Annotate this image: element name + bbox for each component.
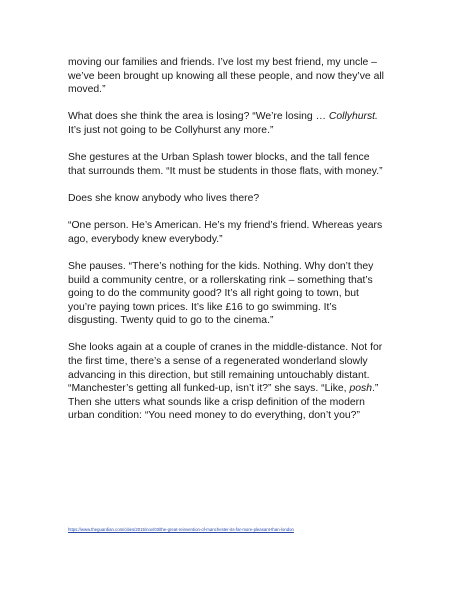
text-run: “Manchester’s getting all funked-up, isn’t it?” she says. “Like, [68, 383, 350, 395]
text-line: going to do the community good? It’s all right going to town, but [68, 288, 359, 300]
text-line [68, 110, 408, 124]
text-line: you’re paying town prices. It’s like £16 to go swimming. It’s [68, 301, 337, 313]
text-line: advancing in this direction, but still remaining untouchably distant. [68, 369, 370, 381]
source-url-link[interactable]: https://www.theguardian.com/cities/2015/nov/03/the-great-reinvention-of-manchester-its-far-more-pleasant-than-london [68, 527, 294, 532]
text-line: that surrounds them. “It must be students in those flats, with money.” [68, 165, 383, 177]
text-line: disgusting. Twenty quid to go to the cinema.” [68, 315, 274, 327]
text-line: we’ve been brought up knowing all these people, and now they’ve all [68, 70, 384, 82]
text-line: She looks again at a couple of cranes in the middle-distance. Not for [68, 342, 383, 354]
italic-text: posh [349, 383, 372, 395]
text-line: She pauses. “There’s nothing for the kids. Nothing. Why don’t they [68, 260, 374, 272]
text-line: It’s just not going to be Collyhurst any more.” [68, 124, 274, 136]
text-run: What does she think the area is losing? “We’re losing … [68, 111, 329, 123]
text-line: urban condition: “You need money to do everything, don’t you?” [68, 410, 360, 422]
text-line: “One person. He’s American. He’s my friend’s friend. Whereas years [68, 220, 383, 232]
text-run: .” [372, 383, 379, 395]
italic-text: Collyhurst. [328, 111, 378, 123]
paragraph-2 [68, 110, 408, 137]
paragraph-1 [68, 56, 408, 97]
text-line: Then she utters what sounds like a crisp definition of the modern [68, 396, 365, 408]
article-text [68, 56, 408, 437]
text-line: the first time, there’s a sense of a regenerated wonderland slowly [68, 356, 368, 368]
text-line: Does she know anybody who lives there? [68, 192, 260, 204]
paragraph-5 [68, 219, 408, 246]
text-line: She gestures at the Urban Splash tower blocks, and the tall fence [68, 152, 370, 164]
text-line: moving our families and friends. I’ve lost my best friend, my uncle – [68, 57, 377, 68]
text-line: moved.” [68, 84, 106, 96]
text-line [68, 382, 408, 396]
paragraph-4 [68, 192, 408, 206]
text-line: build a community centre, or a rollerskating rink – something that’s [68, 274, 373, 286]
paragraph-3 [68, 151, 408, 178]
paragraph-6 [68, 260, 408, 328]
paragraph-7 [68, 341, 408, 423]
text-line: ago, everybody knew everybody.” [68, 233, 223, 245]
